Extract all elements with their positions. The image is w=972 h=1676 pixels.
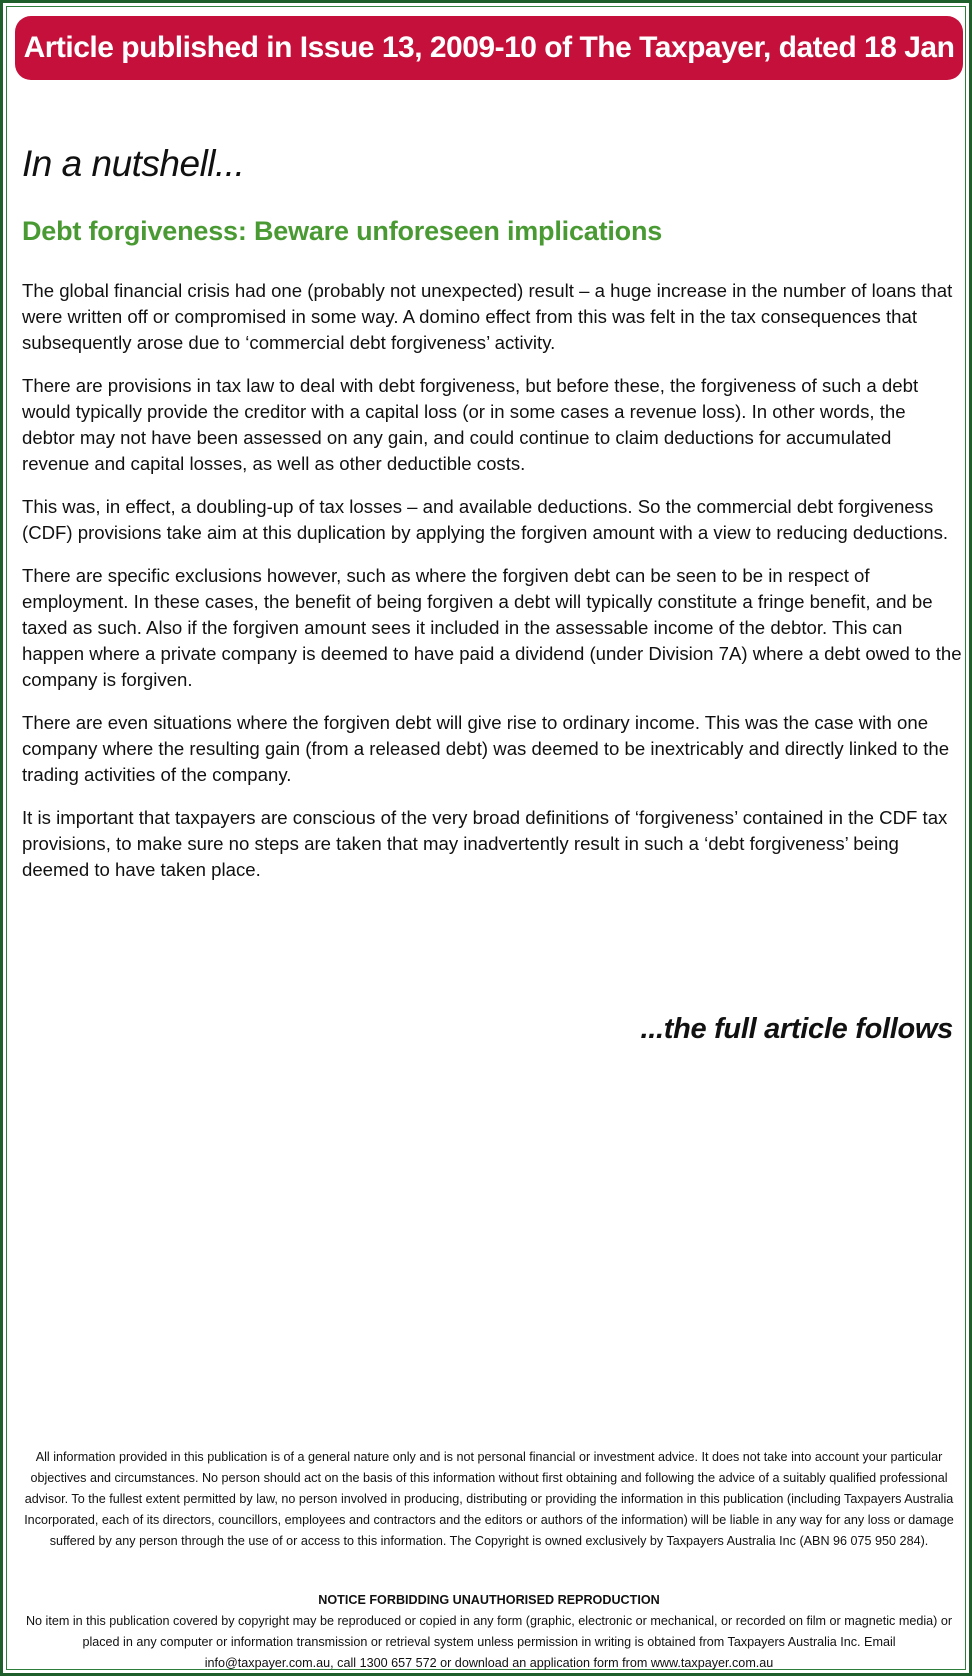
intro-heading: In a nutshell... — [22, 143, 245, 184]
body-paragraph: It is important that taxpayers are conscious of the very broad definitions of ‘forgiveness’ contained in the CDF tax provisions, to make sure no steps are taken that may inadvertently result in such a ‘debt forgiveness’ being deemed to have taken place. — [22, 807, 948, 880]
body-paragraph: The global financial crisis had one (probably not unexpected) result – a huge increase in the number of loans that were written off or compromised in some way. A domino effect from this was felt in the tax consequences that subsequently arose due to ‘commercial debt forgiveness’ activity. — [22, 280, 953, 353]
notice-text: No item in this publication covered by copyright may be reproduced or copied in any form (graphic, electronic or mechanical, or recorded on film or magnetic media) or placed in any computer or information transmission or retrieval system unless permission in writing is obtained from Taxpayers Australia Inc. Email info@taxpayer.com.au, call 1300 657 572 or download an application form from www.taxpayer.com.au — [25, 1614, 953, 1670]
publication-banner: Article published in Issue 13, 2009-10 of The Taxpayer, dated 18 Jan 2010 — [15, 16, 963, 80]
body-paragraph: This was, in effect, a doubling-up of tax losses – and available deductions. So the commercial debt forgiveness (CDF) provisions take aim at this duplication by applying the forgiven amount with a view to reducing deductions. — [22, 496, 949, 543]
disclaimer-text: All information provided in this publication is of a general nature only and is not personal financial or investment advice. It does not take into account your particular objectives and circumstances. No person should act on the basis of this information without first obtaining and following the advice of a suitably qualified professional advisor. To the fullest extent permitted by law, no person involved in producing, distributing or providing the information in this publication (including Taxpayers Australia Incorporated, each of its directors, councillors, employees and contractors and the editors or authors of the information) will be liable in any way for any loss or damage suffered by any person through the use of or access to this information. The Copyright is owned exclusively by Taxpayers Australia Inc (ABN 96 075 950 284). — [24, 1450, 954, 1548]
article-headline: Debt forgiveness: Beware unforeseen implications — [22, 216, 663, 246]
body-paragraph: There are provisions in tax law to deal with debt forgiveness, but before these, the forgiveness of such a debt would typically provide the creditor with a capital loss (or in some cases a revenue loss). In other words, the debtor may not have been assessed on any gain, and could continue to claim deductions for accumulated revenue and capital losses, as well as other deductible costs. — [22, 375, 919, 474]
body-paragraph: There are even situations where the forgiven debt will give rise to ordinary income. This was the case with one company where the resulting gain (from a released debt) was deemed to be inextricably and directly linked to the trading activities of the company. — [22, 712, 950, 785]
body-paragraph: There are specific exclusions however, such as where the forgiven debt can be seen to be in respect of employment. In these cases, the benefit of being forgiven a debt will typically constitute a fringe benefit, and be taxed as such. Also if the forgiven amount sees it included in the assessable income of the debtor. This can happen where a private company is deemed to have paid a dividend (under Division 7A) where a debt owed to the company is forgiven. — [22, 565, 962, 690]
article-body — [22, 278, 962, 900]
full-article-follows: ...the full article follows — [640, 1013, 953, 1045]
notice-title: NOTICE FORBIDDING UNAUTHORISED REPRODUCTION — [318, 1593, 660, 1607]
